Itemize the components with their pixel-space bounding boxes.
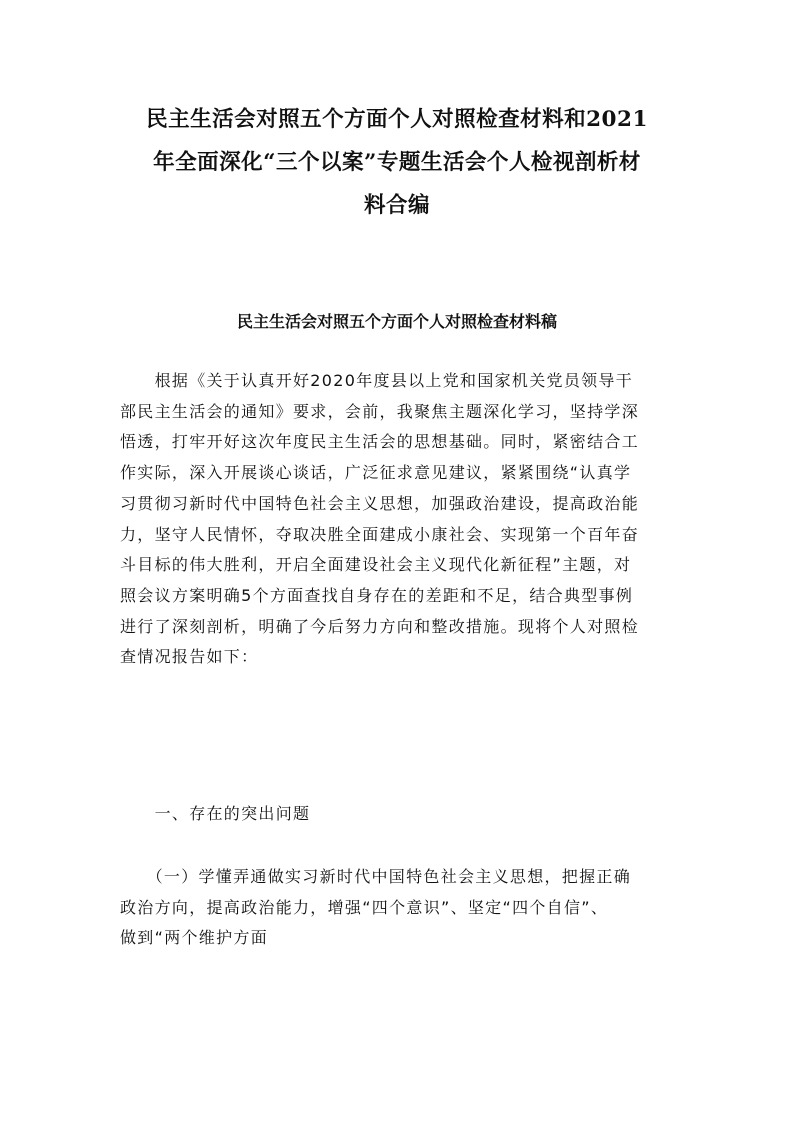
title-line: 年全面深化“三个以案”专题生活会个人检视剖析材 bbox=[153, 150, 641, 175]
paragraph-line: 照会议方案明确5个方面查找自身存在的差距和不足，结合典型事例 bbox=[120, 585, 634, 605]
paragraph-line: 根据《关于认真开好2020年度县以上党和国家机关党员领导干 bbox=[120, 371, 634, 390]
section-heading-text: 一、存在的突出问题 bbox=[120, 804, 311, 823]
paragraph-line: 斗目标的伟大胜利，开启全面建设社会主义现代化新征程”主题，对 bbox=[120, 555, 632, 575]
section-heading bbox=[120, 799, 680, 830]
paragraph-line: 部民主生活会的通知》要求，会前，我聚焦主题深化学习，坚持学深 bbox=[120, 401, 640, 421]
paragraph-line: 进行了深刻剖析，明确了今后努力方向和整改措施。现将个人对照检 bbox=[120, 616, 640, 636]
paragraph-line: 习贯彻习新时代中国特色社会主义思想，加强政治建设，提高政治能 bbox=[120, 493, 640, 513]
intro-paragraph bbox=[120, 366, 680, 673]
paragraph-line: 政治方向，提高政治能力，增强“四个意识”、坚定“四个自信”、 bbox=[120, 897, 609, 917]
paragraph-line: 查情况报告如下： bbox=[120, 647, 259, 667]
paragraph-line: 悟透，打牢开好这次年度民主生活会的思想基础。同时，紧密结合工 bbox=[120, 432, 640, 452]
title-line: 民主生活会对照五个方面个人对照检查材料和2021 bbox=[146, 107, 648, 132]
paragraph-line: 做到“两个维护方面 bbox=[120, 928, 268, 948]
title-line: 料合编 bbox=[363, 193, 430, 218]
paragraph-line: 力，坚守人民情怀，夺取决胜全面建成小康社会、实现第一个百年奋 bbox=[120, 524, 640, 544]
paragraph-line: 作实际，深入开展谈心谈话，广泛征求意见建议，紧紧围绕“认真学 bbox=[120, 463, 632, 483]
document-subtitle: 民主生活会对照五个方面个人对照检查材料稿 bbox=[236, 312, 557, 331]
document-title bbox=[120, 98, 674, 227]
subsection-paragraph bbox=[120, 862, 680, 954]
paragraph-line: （一）学懂弄通做实习新时代中国特色社会主义思想，把握正确 bbox=[120, 867, 632, 886]
